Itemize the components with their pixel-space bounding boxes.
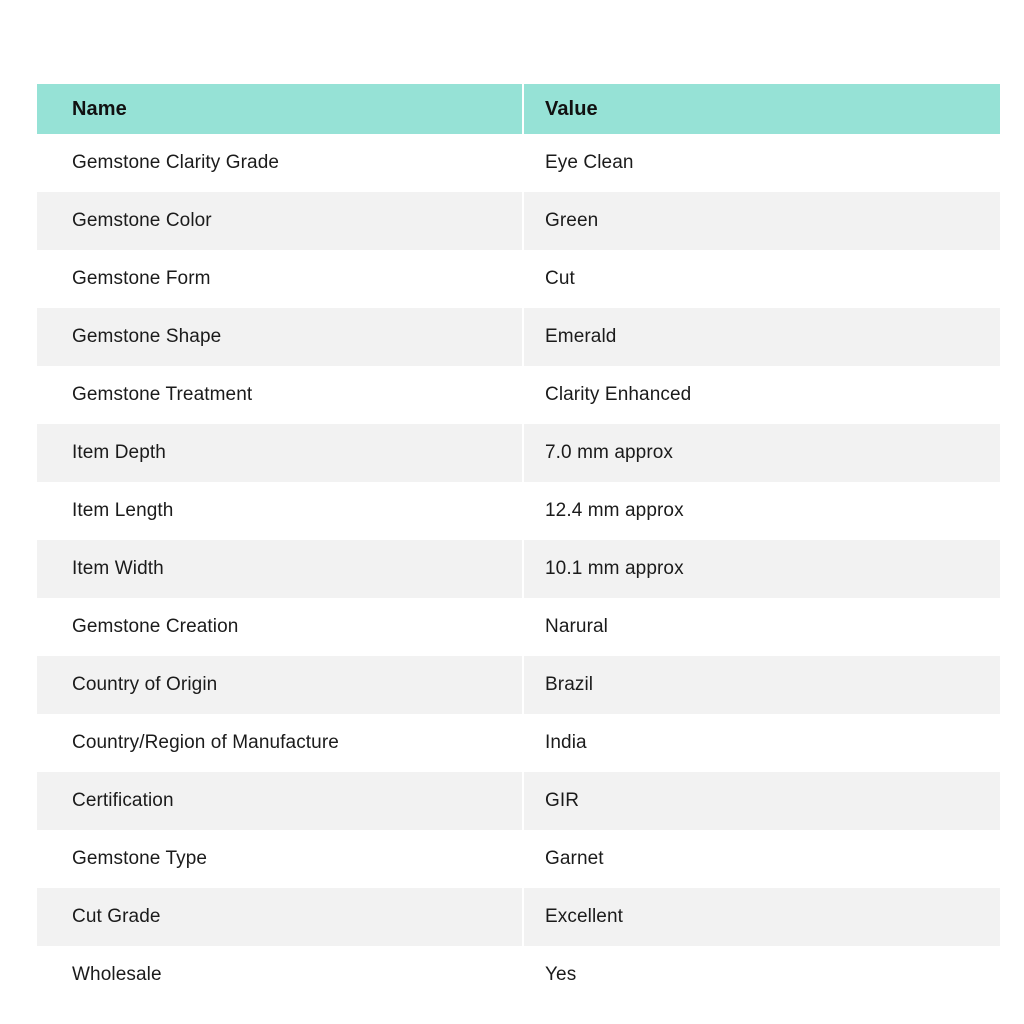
row-name-cell: Country/Region of Manufacture bbox=[37, 714, 524, 772]
row-value-cell: Yes bbox=[545, 964, 577, 985]
row-name-cell: Wholesale bbox=[37, 946, 524, 1004]
row-value-cell: 10.1 mm approx bbox=[545, 558, 684, 579]
row-name-cell: Certification bbox=[37, 772, 524, 830]
row-name-cell: Gemstone Shape bbox=[37, 308, 524, 366]
table-row bbox=[37, 714, 1000, 772]
row-value-cell: Brazil bbox=[545, 674, 594, 695]
table-row bbox=[37, 598, 1000, 656]
row-name-cell: Country of Origin bbox=[37, 656, 524, 714]
row-name-cell: Gemstone Form bbox=[37, 250, 524, 308]
item-specifics-table bbox=[37, 84, 1000, 1004]
header-cell-name: Name bbox=[37, 84, 524, 134]
table-row bbox=[37, 540, 1000, 598]
row-name-cell: Item Width bbox=[37, 540, 524, 598]
row-value-cell: India bbox=[545, 732, 587, 753]
row-value-cell: Excellent bbox=[545, 906, 623, 927]
row-value-cell: Clarity Enhanced bbox=[545, 384, 692, 405]
row-value-cell: Narural bbox=[545, 616, 608, 637]
row-name-cell: Gemstone Type bbox=[37, 830, 524, 888]
table-row bbox=[37, 888, 1000, 946]
row-value-cell: GIR bbox=[545, 790, 580, 811]
row-value-cell: Cut bbox=[545, 268, 575, 289]
row-value-cell: 12.4 mm approx bbox=[545, 500, 684, 521]
table-row bbox=[37, 366, 1000, 424]
row-name-cell: Gemstone Creation bbox=[37, 598, 524, 656]
row-name-cell: Item Depth bbox=[37, 424, 524, 482]
row-value-cell: Emerald bbox=[545, 326, 617, 347]
table-row bbox=[37, 424, 1000, 482]
table-row bbox=[37, 250, 1000, 308]
table-row bbox=[37, 134, 1000, 192]
row-value-cell: Garnet bbox=[545, 848, 604, 869]
table-row bbox=[37, 656, 1000, 714]
table-row bbox=[37, 946, 1000, 1004]
table-header-row bbox=[37, 84, 1000, 134]
row-name-cell: Gemstone Clarity Grade bbox=[37, 134, 524, 192]
header-cell-value: Value bbox=[545, 97, 598, 120]
row-value-cell: Green bbox=[545, 210, 599, 231]
row-name-cell: Gemstone Treatment bbox=[37, 366, 524, 424]
table-row bbox=[37, 772, 1000, 830]
row-name-cell: Gemstone Color bbox=[37, 192, 524, 250]
table-row bbox=[37, 482, 1000, 540]
row-name-cell: Cut Grade bbox=[37, 888, 524, 946]
table-row bbox=[37, 192, 1000, 250]
row-name-cell: Item Length bbox=[37, 482, 524, 540]
row-value-cell: 7.0 mm approx bbox=[545, 442, 674, 463]
table-row bbox=[37, 308, 1000, 366]
row-value-cell: Eye Clean bbox=[545, 152, 634, 173]
table-row bbox=[37, 830, 1000, 888]
